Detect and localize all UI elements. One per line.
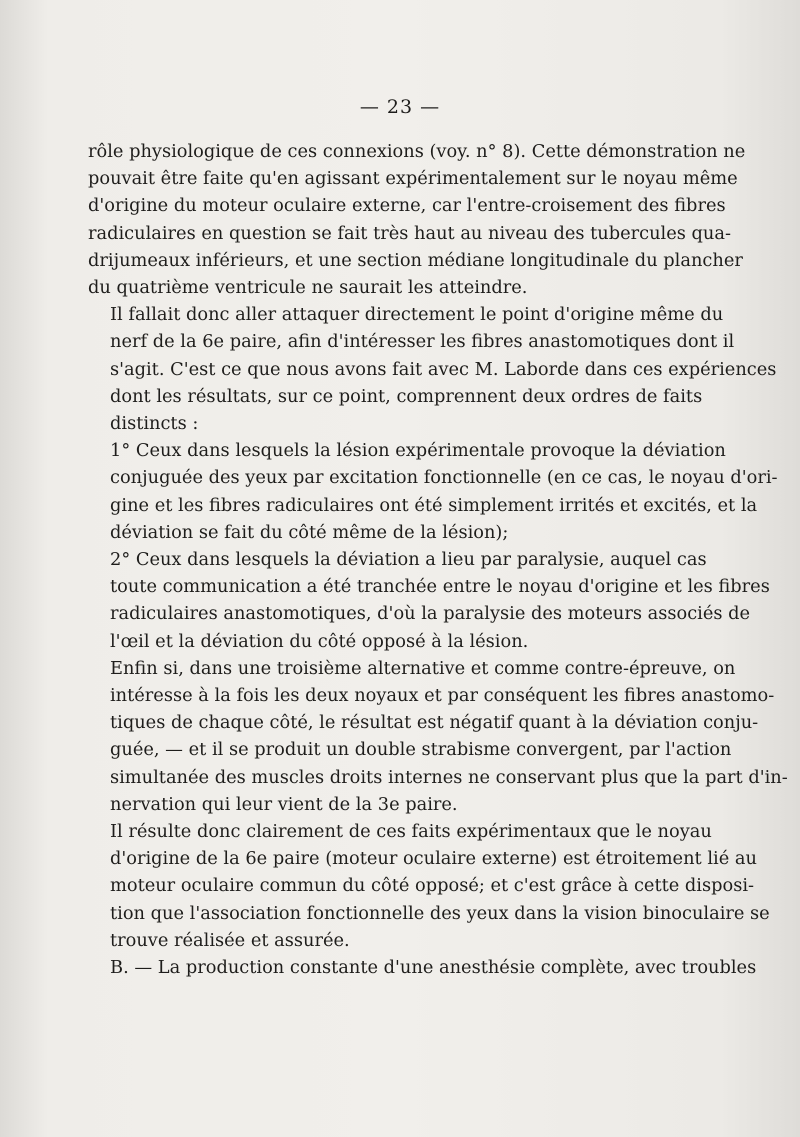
text-line: nerf de la 6e paire, afin d'intéresser les fibres anastomotiques dont il	[110, 331, 735, 353]
text-line: moteur oculaire commun du côté opposé; et c'est grâce à cette disposi-	[110, 875, 755, 897]
text-line: pouvait être faite qu'en agissant expérimentalement sur le noyau même	[88, 168, 738, 190]
text-line: s'agit. C'est ce que nous avons fait avec M. Laborde dans ces expériences	[110, 358, 777, 380]
text-line: Il fallait donc aller attaquer directement le point d'origine même du	[110, 304, 724, 326]
text-line: 1° Ceux dans lesquels la lésion expérimentale provoque la déviation	[110, 440, 726, 462]
text-line: 2° Ceux dans lesquels la déviation a lieu par paralysie, auquel cas	[110, 549, 707, 571]
text-line: radiculaires anastomotiques, d'où la paralysie des moteurs associés de	[110, 603, 751, 625]
text-line: dont les résultats, sur ce point, comprennent deux ordres de faits	[110, 385, 703, 407]
text-line: rôle physiologique de ces connexions (voy. n° 8). Cette démonstration ne	[88, 141, 746, 162]
text-line: distincts :	[110, 413, 199, 435]
text-line: radiculaires en question se fait très haut au niveau des tubercules qua-	[88, 222, 731, 244]
text-line: nervation qui leur vient de la 3e paire.	[110, 793, 458, 815]
text-line: Enfin si, dans une troisième alternative et comme contre-épreuve, on	[110, 657, 736, 679]
text-line: toute communication a été tranchée entre le noyau d'origine et les fibres	[110, 576, 770, 598]
paragraph	[88, 437, 778, 546]
text-line: l'œil et la déviation du côté opposé à la lésion.	[110, 630, 529, 652]
text-line: conjuguée des yeux par excitation fonctionnelle (en ce cas, le noyau d'ori-	[110, 467, 778, 489]
text-line: drijumeaux inférieurs, et une section médiane longitudinale du plancher	[88, 249, 743, 271]
text-line: trouve réalisée et assurée.	[110, 929, 350, 951]
paragraph	[88, 138, 746, 301]
text-line: tion que l'association fonctionnelle des yeux dans la vision binoculaire se	[110, 902, 770, 924]
paragraph	[88, 546, 770, 655]
paragraph	[88, 655, 788, 818]
paragraph	[88, 301, 777, 437]
text-line: Il résulte donc clairement de ces faits expérimentaux que le noyau	[110, 821, 712, 843]
text-line: d'origine du moteur oculaire externe, car l'entre-croisement des fibres	[88, 195, 726, 217]
text-line: d'origine de la 6e paire (moteur oculaire externe) est étroitement lié au	[110, 848, 757, 870]
paragraph	[88, 818, 770, 954]
text-line: tiques de chaque côté, le résultat est négatif quant à la déviation conju-	[110, 712, 759, 734]
text-line: guée, — et il se produit un double strabisme convergent, par l'action	[110, 739, 732, 761]
body-text	[88, 138, 788, 981]
text-line: B. — La production constante d'une anesthésie complète, avec troubles	[110, 957, 757, 979]
text-line: gine et les fibres radiculaires ont été simplement irrités et excités, et la	[110, 494, 758, 516]
paragraph	[88, 954, 757, 981]
text-line: simultanée des muscles droits internes ne conservant plus que la part d'in-	[110, 766, 788, 788]
text-line: intéresse à la fois les deux noyaux et par conséquent les fibres anastomo-	[110, 685, 775, 707]
page-number: — 23 —	[359, 96, 441, 118]
text-line: déviation se fait du côté même de la lésion);	[110, 521, 509, 543]
text-line: du quatrième ventricule ne saurait les atteindre.	[88, 277, 528, 299]
